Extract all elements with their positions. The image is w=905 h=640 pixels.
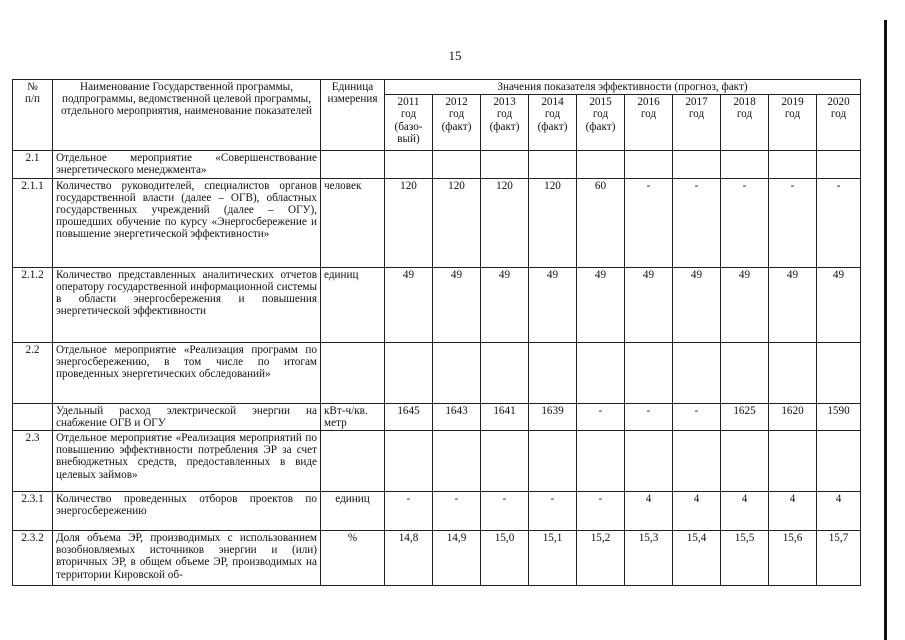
row-value [577, 342, 625, 403]
header-year: 2014 год (факт) [529, 95, 577, 151]
row-value: - [577, 492, 625, 531]
row-value: 49 [385, 267, 433, 342]
row-unit [321, 342, 385, 403]
row-value: 1645 [385, 403, 433, 430]
row-value: - [625, 178, 673, 267]
indicators-table [12, 79, 861, 586]
row-value [769, 151, 817, 178]
row-value: - [673, 403, 721, 430]
row-value [625, 342, 673, 403]
header-year: 2012 год (факт) [433, 95, 481, 151]
row-value [385, 151, 433, 178]
row-name: Доля объема ЭР, производимых с использованием возобновляемых источников энергии и (или) вторичных ЭР, в общем объеме ЭР, производимых на территории Кировской об- [53, 531, 321, 586]
table-row [13, 531, 861, 586]
header-year: 2017 год [673, 95, 721, 151]
row-value [385, 342, 433, 403]
row-value [433, 431, 481, 492]
table-row [13, 431, 861, 492]
header-year: 2020 год [817, 95, 861, 151]
row-name: Отдельное мероприятие «Совершенствование энергетического менеджмента» [53, 151, 321, 178]
row-value: 15,4 [673, 531, 721, 586]
row-value: 49 [529, 267, 577, 342]
row-name: Количество руководителей, специалистов органов государственной власти (далее – ОГВ), областных государственных учреждений (далее – ОГУ), прошедших обучение по курсу «Энергосбережение и повышение энергетической эффективности» [53, 178, 321, 267]
row-value: 14,9 [433, 531, 481, 586]
row-value [721, 151, 769, 178]
row-value: - [721, 178, 769, 267]
row-unit [321, 431, 385, 492]
header-row-1 [13, 80, 861, 95]
row-value [769, 342, 817, 403]
row-value: 1620 [769, 403, 817, 430]
row-value: 15,1 [529, 531, 577, 586]
row-value: 49 [721, 267, 769, 342]
header-year: 2018 год [721, 95, 769, 151]
row-unit: единиц [321, 492, 385, 531]
row-number: 2.2 [13, 342, 53, 403]
row-unit: единиц [321, 267, 385, 342]
row-value: 1625 [721, 403, 769, 430]
page-number: 15 [448, 48, 462, 63]
row-value [673, 342, 721, 403]
row-value [721, 431, 769, 492]
row-value: 1643 [433, 403, 481, 430]
row-value: - [625, 403, 673, 430]
row-value: 120 [433, 178, 481, 267]
table-row [13, 267, 861, 342]
header-name: Наименование Государственной программы, подпрограммы, ведомственной целевой программы, отдельного мероприятия, наименование показателей [53, 80, 321, 151]
row-value: 49 [817, 267, 861, 342]
header-year: 2015 год (факт) [577, 95, 625, 151]
row-number: 2.1.2 [13, 267, 53, 342]
row-value: 120 [481, 178, 529, 267]
row-value: - [481, 492, 529, 531]
row-value: 49 [673, 267, 721, 342]
row-value [769, 431, 817, 492]
row-value: 49 [577, 267, 625, 342]
row-value: 49 [433, 267, 481, 342]
row-value: 4 [817, 492, 861, 531]
row-value: 15,5 [721, 531, 769, 586]
row-value: - [577, 403, 625, 430]
row-name: Количество представленных аналитических отчетов оператору государственной информационной системы в области энергосбережения и повышения энергетической эффективности [53, 267, 321, 342]
row-value [577, 431, 625, 492]
row-value [673, 431, 721, 492]
row-name: Удельный расход электрической энергии на снабжение ОГВ и ОГУ [53, 403, 321, 430]
row-value [433, 342, 481, 403]
row-unit [321, 151, 385, 178]
row-name: Отдельное мероприятие «Реализация мероприятий по повышению эффективности потребления ЭР за счет внебюджетных средств, предоставленных в виде целевых займов» [53, 431, 321, 492]
row-number: 2.3 [13, 431, 53, 492]
row-value: 49 [769, 267, 817, 342]
row-value [817, 151, 861, 178]
row-value: - [433, 492, 481, 531]
row-value [721, 342, 769, 403]
header-year: 2013 год (факт) [481, 95, 529, 151]
row-value: 60 [577, 178, 625, 267]
row-value: 15,2 [577, 531, 625, 586]
header-num: № п/п [13, 80, 53, 151]
row-unit: человек [321, 178, 385, 267]
table-row [13, 151, 861, 178]
row-value [529, 431, 577, 492]
row-value [817, 431, 861, 492]
row-value: 120 [529, 178, 577, 267]
row-number: 2.1.1 [13, 178, 53, 267]
row-value [529, 151, 577, 178]
row-unit: кВт-ч/кв. метр [321, 403, 385, 430]
row-number: 2.3.1 [13, 492, 53, 531]
row-value: - [769, 178, 817, 267]
row-value: 49 [481, 267, 529, 342]
row-value [529, 342, 577, 403]
row-value: 1639 [529, 403, 577, 430]
row-value: 4 [769, 492, 817, 531]
row-value [481, 431, 529, 492]
row-value: - [529, 492, 577, 531]
row-value [433, 151, 481, 178]
table-row [13, 492, 861, 531]
row-value [481, 151, 529, 178]
row-name: Отдельное мероприятие «Реализация программ по энергосбережению, в том числе по итогам проведенных энергетических обследований» [53, 342, 321, 403]
row-value: 14,8 [385, 531, 433, 586]
row-value: 4 [625, 492, 673, 531]
row-value [625, 151, 673, 178]
header-year: 2019 год [769, 95, 817, 151]
row-value: 15,0 [481, 531, 529, 586]
row-value [577, 151, 625, 178]
scan-edge-rule [884, 20, 887, 640]
row-number: 2.1 [13, 151, 53, 178]
row-number: 2.3.2 [13, 531, 53, 586]
header-year: 2016 год [625, 95, 673, 151]
row-name: Количество проведенных отборов проектов по энергосбережению [53, 492, 321, 531]
row-value: 15,3 [625, 531, 673, 586]
row-value: 49 [625, 267, 673, 342]
row-value [625, 431, 673, 492]
row-value: - [673, 178, 721, 267]
row-value: 4 [673, 492, 721, 531]
header-values-group: Значения показателя эффективности (прогноз, факт) [385, 80, 861, 95]
row-value: 1641 [481, 403, 529, 430]
row-value: 4 [721, 492, 769, 531]
row-value: 120 [385, 178, 433, 267]
row-value: - [385, 492, 433, 531]
row-value: - [817, 178, 861, 267]
row-unit: % [321, 531, 385, 586]
row-value [385, 431, 433, 492]
table-row [13, 342, 861, 403]
row-number [13, 403, 53, 430]
header-unit: Единица измерения [321, 80, 385, 151]
row-value [673, 151, 721, 178]
table-row [13, 178, 861, 267]
row-value: 1590 [817, 403, 861, 430]
row-value: 15,7 [817, 531, 861, 586]
row-value [481, 342, 529, 403]
row-value [817, 342, 861, 403]
row-value: 15,6 [769, 531, 817, 586]
header-year: 2011 год (базо- вый) [385, 95, 433, 151]
table-row [13, 403, 861, 430]
